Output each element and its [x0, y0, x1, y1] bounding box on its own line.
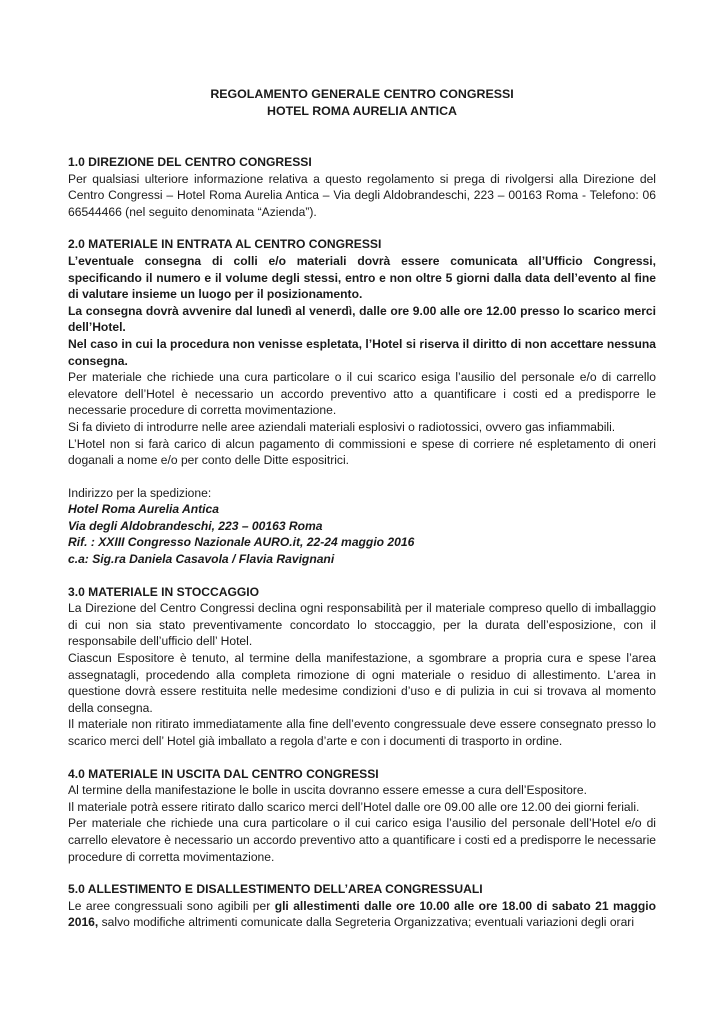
section-5-paragraph-1 [68, 898, 656, 931]
section-1-paragraph: Per qualsiasi ulteriore informazione relativa a questo regolamento si prega di rivolgersi alla Direzione del Centro Congressi – Hotel Roma Aurelia Antica – Via degli Aldobrandeschi, 223 – 00163 Roma - Telefono: 06 66544466 (nel seguito denominata “Azienda”). [68, 171, 656, 219]
section-3-paragraph-2: Ciascun Espositore è tenuto, al termine della manifestazione, a sgombrare a propria cura e spese l’area assegnatagli, procedendo alla completa rimozione di ogni materiale o residuo di allestimento. L’area in questione dovrà essere restituita nelle medesime condizioni d’uso e di pulizia in cui si trovava al momento della consegna. [68, 651, 656, 715]
section-4-heading: 4.0 MATERIALE IN USCITA DAL CENTRO CONGRESSI [68, 766, 379, 781]
section-5 [68, 881, 656, 931]
section-4 [68, 766, 656, 866]
section-2 [68, 236, 656, 468]
section-3-heading: 3.0 MATERIALE IN STOCCAGGIO [68, 584, 260, 599]
section-5-heading: 5.0 ALLESTIMENTO E DISALLESTIMENTO DELL’AREA CONGRESSUALI [68, 882, 483, 897]
section-2-bold-1: L’eventuale consegna di colli e/o materiali dovrà essere comunicata all’Ufficio Congressi, specificando il numero e il volume degli stessi, entro e non oltre 5 giorni dalla data dell’evento al fine di valutare insieme un luogo per il posizionamento. [68, 253, 656, 302]
address-line-3: Rif. : XXIII Congresso Nazionale AURO.it, 22-24 maggio 2016 [68, 535, 415, 550]
section-1 [68, 154, 656, 220]
section-4-paragraph-2: Il materiale potrà essere ritirato dallo scarico merci dell’Hotel dalle ore 09.00 alle ore 12.00 dei giorni feriali. [68, 799, 640, 814]
title-line-1: REGOLAMENTO GENERALE CENTRO CONGRESSI [210, 87, 514, 101]
section-2-bold-2: La consegna dovrà avvenire dal lunedì al venerdì, dalle ore 9.00 alle ore 12.00 presso lo scarico merci dell’Hotel. [68, 303, 656, 335]
section-2-heading: 2.0 MATERIALE IN ENTRATA AL CENTRO CONGRESSI [68, 237, 382, 252]
address-line-2: Via degli Aldobrandeschi, 223 – 00163 Roma [68, 518, 323, 533]
section-5-text-bold: gli allestimenti dalle ore 10.00 alle ore 18.00 di sabato 21 maggio 2016, [68, 898, 656, 930]
address-label: Indirizzo per la spedizione: [68, 485, 212, 500]
section-4-paragraph-1: Al termine della manifestazione le bolle in uscita dovranno essere emesse a cura dell’Espositore. [68, 783, 587, 798]
section-3-paragraph-1: La Direzione del Centro Congressi declina ogni responsabilità per il materiale compreso quello di imballaggio di cui non sia stato preventivamente concordato lo stoccaggio, per la durata dell’esposizione, con il responsabile dell’ufficio dell’ Hotel. [68, 601, 656, 649]
section-1-heading: 1.0 DIREZIONE DEL CENTRO CONGRESSI [68, 155, 312, 169]
address-line-4: c.a: Sig.ra Daniela Casavola / Flavia Ravignani [68, 552, 335, 567]
section-2-bold-3: Nel caso in cui la procedura non venisse espletata, l’Hotel si riserva il diritto di non accettare nessuna consegna. [68, 336, 656, 368]
section-4-paragraph-3: Per materiale che richiede una cura particolare o il cui carico esiga l’ausilio del personale dell’Hotel e/o di carrello elevatore è necessario un accordo preventivo atto a quantificare i costi ed a predisporre le necessarie procedure di corretta movimentazione. [68, 816, 656, 864]
section-3 [68, 584, 656, 750]
title-line-2: HOTEL ROMA AURELIA ANTICA [267, 104, 457, 118]
shipping-address [68, 485, 656, 568]
section-2-paragraph-3: L’Hotel non si farà carico di alcun pagamento di commissioni e spese di corriere né espletamento di oneri doganali a nome e/o per conto delle Ditte espositrici. [68, 436, 656, 468]
section-3-paragraph-3: Il materiale non ritirato immediatamente alla fine dell’evento congressuale deve essere consegnato presso lo scarico merci dell’ Hotel già imballato a regola d’arte e con i documenti di trasporto in ordine. [68, 717, 656, 748]
document-title [68, 86, 656, 120]
section-2-paragraph-2: Si fa divieto di introdurre nelle aree aziendali materiali esplosivi o radiotossici, ovvero gas infiammabili. [68, 419, 616, 434]
address-line-1: Hotel Roma Aurelia Antica [68, 502, 219, 517]
section-5-text-start: Le aree congressuali sono agibili per [68, 898, 275, 913]
section-5-text-end: salvo modifiche altrimenti comunicate dalla Segreteria Organizzativa; eventuali variazioni degli orari [98, 915, 635, 930]
section-2-paragraph-1: Per materiale che richiede una cura particolare o il cui scarico esiga l’ausilio del personale e/o di carrello elevatore dell’Hotel è necessario un accordo preventivo atto a quantificare i costi ed a predisporre le necessarie procedure di corretta movimentazione. [68, 370, 656, 418]
